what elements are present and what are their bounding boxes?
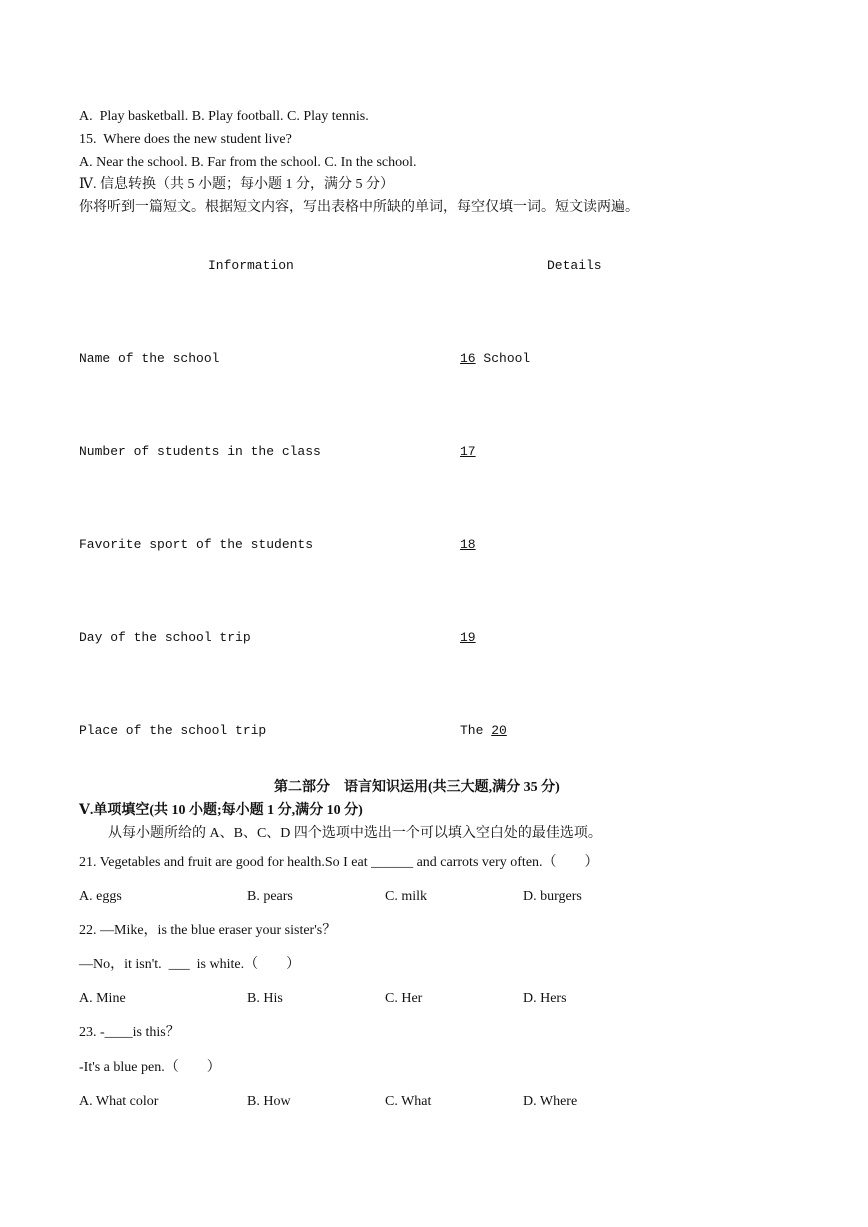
option-d: D. Hers	[523, 991, 567, 1006]
option-c: C. milk	[385, 889, 428, 904]
row-detail: 16 School	[460, 351, 531, 366]
question-22-reply: —No，it isn't. ___ is white.（ ）	[79, 957, 301, 972]
row-label: Name of the school	[79, 351, 220, 366]
q14-options: A. Play basketball. B. Play football. C. Play tennis.	[79, 109, 369, 124]
row-label: Number of students in the class	[79, 444, 321, 459]
answer-blank: 16	[460, 351, 476, 366]
answer-blank: 17	[460, 444, 476, 459]
info-header: Information	[208, 258, 294, 273]
row-label: Favorite sport of the students	[79, 537, 314, 552]
option-b: B. How	[247, 1094, 291, 1109]
question-23: 23. -____is this？	[79, 1025, 180, 1040]
option-d: D. burgers	[523, 889, 582, 904]
answer-blank: 18	[460, 537, 476, 552]
option-c: C. Her	[385, 991, 423, 1006]
section5-instructions: 从每小题所给的 A、B、C、D 四个选项中选出一个可以填入空白处的最佳选项。	[108, 826, 602, 841]
answer-blank: 20	[491, 723, 507, 738]
question-21: 21. Vegetables and fruit are good for health.So I eat ______ and carrots very often.（ ）	[79, 855, 599, 870]
row-label: Day of the school trip	[79, 630, 251, 645]
row-detail	[460, 630, 476, 645]
option-b: B. pears	[247, 889, 293, 904]
details-header: Details	[547, 258, 602, 273]
section4-instructions: 你将听到一篇短文。根据短文内容，写出表格中所缺的单词，每空仅填一词。短文读两遍。	[79, 200, 639, 215]
option-d: D. Where	[523, 1094, 578, 1109]
option-c: C. What	[385, 1094, 432, 1109]
question-22: 22. —Mike，is the blue eraser your sister's？	[79, 923, 337, 938]
q15-options: A. Near the school. B. Far from the school. C. In the school.	[79, 155, 417, 170]
row-detail	[460, 537, 476, 552]
option-a: A. What color	[79, 1094, 159, 1109]
option-a: A. Mine	[79, 991, 126, 1006]
section5-title: Ⅴ.单项填空(共 10 小题;每小题 1 分,满分 10 分)	[79, 803, 363, 818]
row-label: Place of the school trip	[79, 723, 267, 738]
part2-title: 第二部分 语言知识运用(共三大题,满分 35 分)	[274, 780, 560, 795]
question-23-reply: -It's a blue pen.（ ）	[79, 1060, 221, 1075]
answer-blank: 19	[460, 630, 476, 645]
section4-title: Ⅳ. 信息转换（共 5 小题；每小题 1 分，满分 5 分）	[79, 177, 394, 192]
option-a: A. eggs	[79, 889, 122, 904]
option-b: B. His	[247, 991, 283, 1006]
q15-question: 15. Where does the new student live?	[79, 132, 292, 147]
row-detail: The 20	[460, 723, 507, 738]
row-detail	[460, 444, 476, 459]
